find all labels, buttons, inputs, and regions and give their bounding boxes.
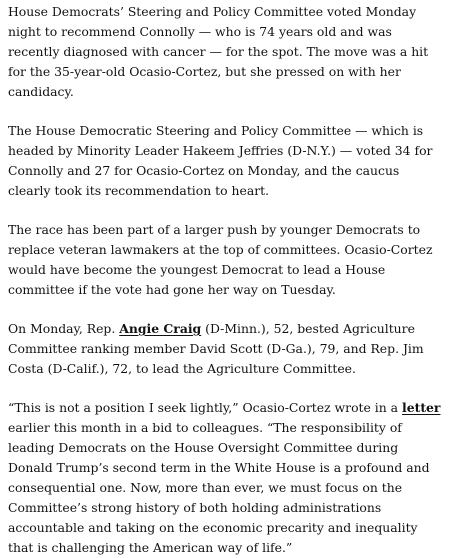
angie-craig-link[interactable]: Angie Craig	[119, 321, 202, 336]
paragraph-4	[8, 319, 441, 379]
paragraph-4-text-after: (D-Minn.), 52, bested Agriculture Committee ranking member David Scott (D-Ga.), 79, and Rep. Jim Costa (D-Calif.), 72, to lead the Agriculture Committee.	[8, 321, 424, 376]
paragraph-2	[8, 121, 441, 201]
paragraph-4-text-before: On Monday, Rep.	[8, 321, 120, 336]
letter-link[interactable]: letter	[402, 400, 441, 415]
paragraph-2-text: The House Democratic Steering and Policy Committee — which is headed by Minority Leader Hakeem Jeffries (D-N.Y.) — voted 34 for Connolly and 27 for Ocasio-Cortez on Monday, and the caucus clearly took its recommendation to heart.	[8, 123, 433, 198]
paragraph-5	[8, 398, 441, 558]
paragraph-1	[8, 2, 441, 102]
paragraph-5-text-after: earlier this month in a bid to colleagues. “The responsibility of leading Democrats on the House Oversight Committee during Donald Trump’s second term in the White House is a profound and consequential one. Now, more than ever, we must focus on the Committee’s strong history of both holding administrations accountable and taking on the economic precarity and inequality that is challenging the American way of life.”	[8, 420, 430, 555]
paragraph-3-text: The race has been part of a larger push by younger Democrats to replace veteran lawmakers at the top of committees. Ocasio-Cortez would have become the youngest Democrat to lead a House committee if the vote had gone her way on Tuesday.	[8, 222, 433, 297]
paragraph-3	[8, 220, 441, 300]
paragraph-1-text: House Democrats’ Steering and Policy Committee voted Monday night to recommend Connolly — who is 74 years old and was recently diagnosed with cancer — for the spot. The move was a hit for the 35-year-old Ocasio-Cortez, but she pressed on with her candidacy.	[8, 4, 429, 99]
paragraph-5-text-before: “This is not a position I seek lightly,” Ocasio-Cortez wrote in a	[8, 400, 403, 415]
